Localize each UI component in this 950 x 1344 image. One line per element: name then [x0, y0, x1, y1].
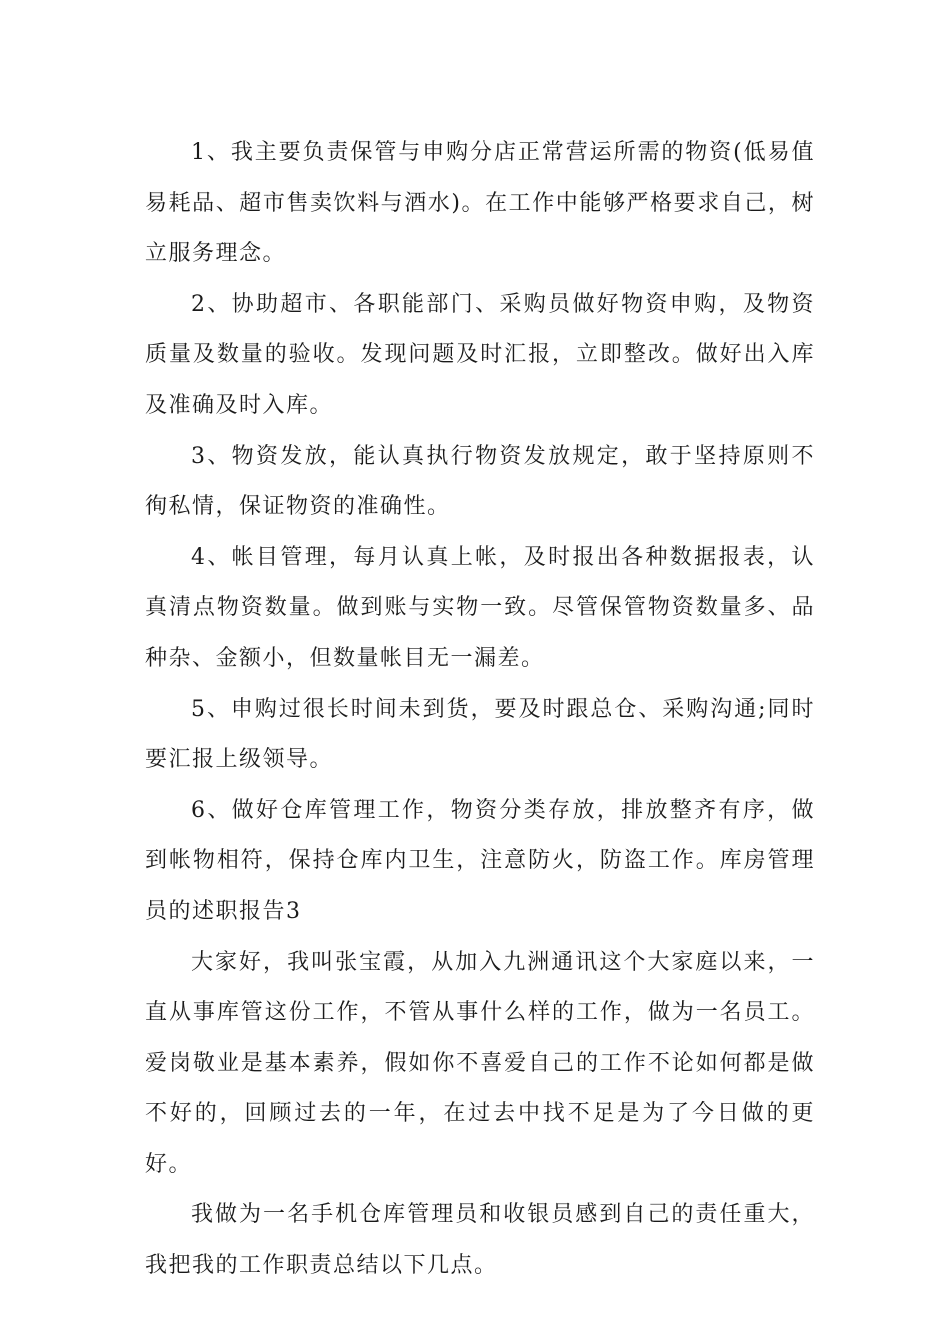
paragraph-item-6: 6、做好仓库管理工作，物资分类存放，排放整齐有序，做到帐物相符，保持仓库内卫生，注意防火，防盗工作。库房管理员的述职报告3	[145, 797, 815, 924]
paragraph-item-1: 1、我主要负责保管与申购分店正常营运所需的物资(低易值易耗品、超市售卖饮料与酒水)。在工作中能够严格要求自己，树立服务理念。	[145, 140, 815, 267]
paragraph-intro: 大家好，我叫张宝霞，从加入九洲通讯这个大家庭以来，一直从事库管这份工作，不管从事什么样的工作，做为一名员工。爱岗敬业是基本素养，假如你不喜爱自己的工作不论如何都是做不好的，回顾过去的一年，在过去中找不足是为了今日做的更好。	[145, 949, 815, 1177]
paragraph-item-3: 3、物资发放，能认真执行物资发放规定，敢于坚持原则不徇私情，保证物资的准确性。	[145, 443, 815, 520]
paragraph-item-5: 5、申购过很长时间未到货，要及时跟总仓、采购沟通;同时要汇报上级领导。	[145, 696, 815, 773]
paragraph-summary: 我做为一名手机仓库管理员和收银员感到自己的责任重大，我把我的工作职责总结以下几点。	[145, 1202, 815, 1279]
paragraph-item-4: 4、帐目管理，每月认真上帐，及时报出各种数据报表，认真清点物资数量。做到账与实物一致。尽管保管物资数量多、品种杂、金额小，但数量帐目无一漏差。	[145, 544, 815, 671]
paragraph-item-2: 2、协助超市、各职能部门、采购员做好物资申购，及物资质量及数量的验收。发现问题及时汇报，立即整改。做好出入库及准确及时入库。	[145, 291, 815, 418]
document-body	[145, 128, 815, 1292]
